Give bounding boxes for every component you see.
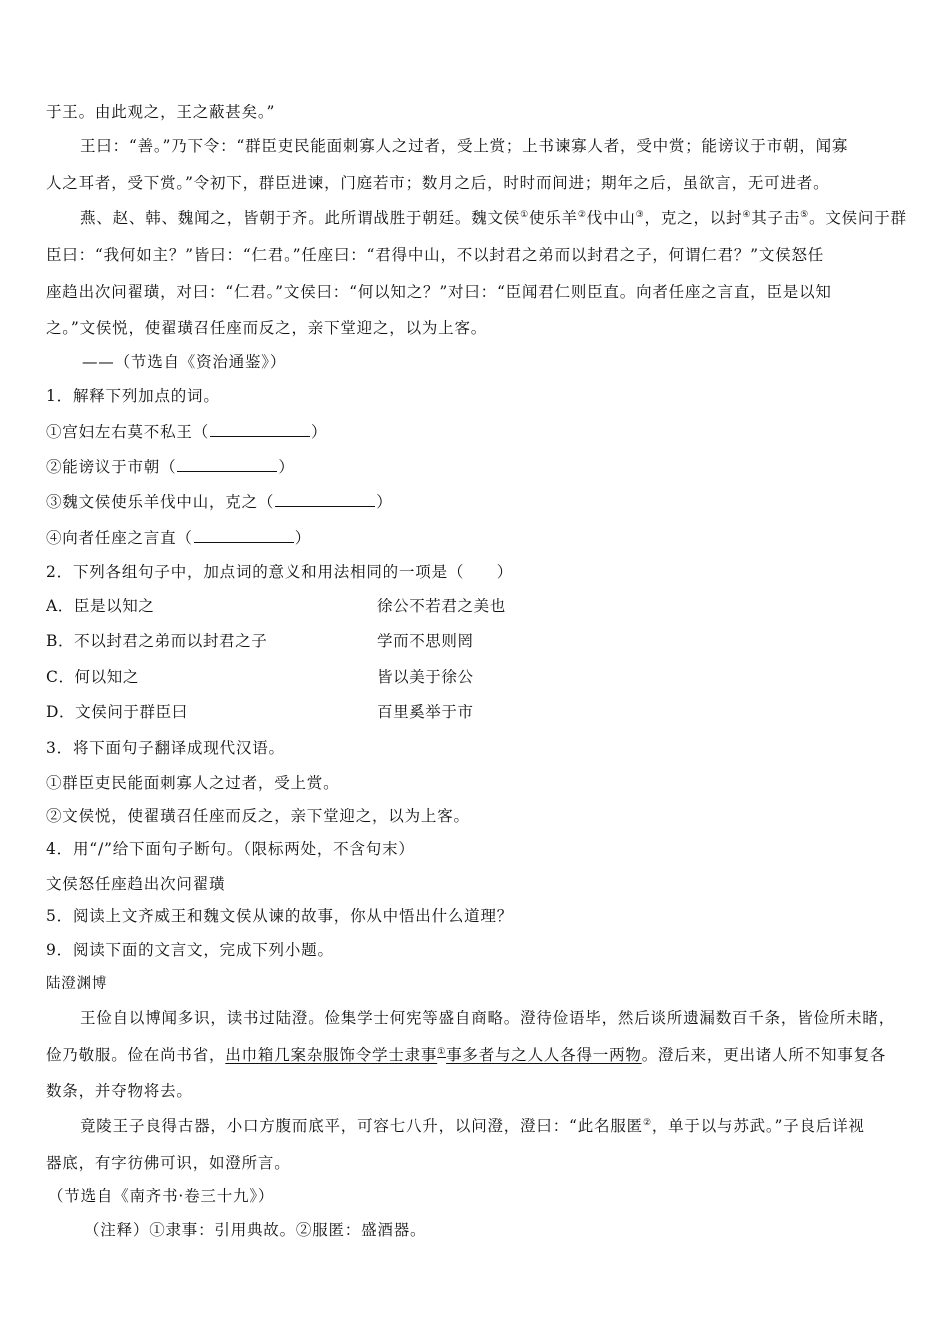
text-run: 使乐羊 xyxy=(528,209,578,227)
item-close: ） xyxy=(311,423,328,441)
note-marker: ② xyxy=(642,1117,652,1128)
passage-line: 于王。由此观之，王之蔽甚矣。” xyxy=(46,103,276,121)
note-marker: ④ xyxy=(742,209,752,220)
passage-line: 之。”文侯悦，使翟璜召任座而反之，亲下堂迎之，以为上客。 xyxy=(46,319,488,337)
answer-blank[interactable] xyxy=(210,420,310,437)
question-1-item xyxy=(46,420,327,442)
answer-blank[interactable] xyxy=(275,490,375,507)
question-5-stem: 5．阅读上文齐威王和魏文侯从谏的故事，你从中悟出什么道理？ xyxy=(46,907,514,925)
answer-blank[interactable] xyxy=(177,455,277,472)
passage-line xyxy=(80,208,907,228)
item-close: ） xyxy=(376,493,393,511)
question-4-stem: 4．用“/”给下面句子断句。（限标两处，不含句末） xyxy=(46,840,415,858)
text-run: 竟陵王子良得古器，小口方腹而底平，可容七八升，以问澄，澄曰：“此名服匿 xyxy=(80,1117,643,1135)
item-close: ） xyxy=(278,458,295,476)
option-d-compare: 百里奚举于市 xyxy=(377,703,474,721)
text-run: 。文侯问于群 xyxy=(809,209,907,227)
passage-notes: （注释）①隶事：引用典故。②服匿：盛酒器。 xyxy=(84,1221,427,1239)
option-c-compare: 皆以美于徐公 xyxy=(377,668,474,686)
passage-line: 王俭自以博闻多识，读书过陆澄。俭集学士何宪等盛自商略。澄待俭语毕，然后谈所遗漏数百千条，皆俭所未睹， xyxy=(80,1009,896,1027)
answer-blank[interactable] xyxy=(194,526,294,543)
question-3-stem: 3．将下面句子翻译成现代汉语。 xyxy=(46,739,285,757)
option-b-compare: 学而不思则罔 xyxy=(377,632,474,650)
note-marker: ② xyxy=(577,209,587,220)
text-run: ，单于以与苏武。”子良后详视 xyxy=(651,1117,865,1135)
question-1-item xyxy=(46,490,393,512)
underlined-sentence: 事多者与之人人各得一两物 xyxy=(446,1046,642,1064)
question-1-item xyxy=(46,455,295,477)
note-marker: ⑤ xyxy=(800,209,810,220)
option-d[interactable]: D．文侯问于群臣曰 xyxy=(46,703,188,721)
underlined-sentence: 出巾箱几案杂服饰令学士隶事 xyxy=(225,1046,438,1064)
passage-line: 座趋出次问翟璜，对曰：“仁君。”文侯曰：“何以知之？”对曰：“臣闻君仁则臣直。向者任座之言直，臣是以知 xyxy=(46,283,832,301)
option-c[interactable]: C．何以知之 xyxy=(46,668,139,686)
passage-line: 数条，并夺物将去。 xyxy=(46,1082,193,1100)
passage-line: 王曰：“善。”乃下令：“群臣吏民能面刺寡人之过者，受上赏；上书谏寡人者，受中赏；能谤议于市朝，闻寡 xyxy=(80,137,849,155)
option-a[interactable]: A．臣是以知之 xyxy=(46,597,155,615)
item-label: ③魏文侯使乐羊伐中山，克之（ xyxy=(46,493,275,511)
question-3-sentence: ②文侯悦，使翟璜召任座而反之，亲下堂迎之，以为上客。 xyxy=(46,807,470,825)
note-marker: ③ xyxy=(635,209,645,220)
option-a-compare: 徐公不若君之美也 xyxy=(377,597,506,615)
passage-line: 臣曰：“我何如主？”皆曰：“仁君。”任座曰：“君得中山，不以封君之弟而以封君之子，何谓仁君？”文侯怒任 xyxy=(46,246,825,264)
text-run: 。澄后来，更出诸人所不知事复各 xyxy=(641,1046,887,1064)
passage-source: （节选自《南齐书·卷三十九》） xyxy=(48,1187,275,1205)
question-1-item xyxy=(46,526,311,548)
item-label: ①宫妇左右莫不私王（ xyxy=(46,423,210,441)
passage-source: ——（节选自《资治通鉴》） xyxy=(82,353,287,371)
question-9-stem: 9．阅读下面的文言文，完成下列小题。 xyxy=(46,941,334,959)
passage-title: 陆澄渊博 xyxy=(46,976,108,992)
note-marker: ① xyxy=(437,1046,447,1057)
passage-line xyxy=(80,1116,865,1136)
passage-line: 人之耳者，受下赏。”令初下，群臣进谏，门庭若市；数月之后，时时而间进；期年之后，虽欲言，无可进者。 xyxy=(46,174,830,192)
text-run: 伐中山 xyxy=(586,209,636,227)
question-2-stem: 2．下列各组句子中，加点词的意义和用法相同的一项是（ ） xyxy=(46,563,514,581)
question-1-stem: 1．解释下列加点的词。 xyxy=(46,387,220,405)
note-marker: ① xyxy=(520,209,529,220)
question-3-sentence: ①群臣吏民能面刺寡人之过者，受上赏。 xyxy=(46,774,340,792)
passage-line xyxy=(46,1045,886,1065)
text-run: 其子击 xyxy=(751,209,801,227)
passage-line: 器底，有字彷佛可识，如澄所言。 xyxy=(46,1154,291,1172)
text-run: 俭乃敬服。俭在尚书省， xyxy=(46,1046,226,1064)
question-4-text: 文侯怒任座趋出次问翟璜 xyxy=(46,875,226,893)
text-run: ，克之，以封 xyxy=(644,209,743,227)
item-close: ） xyxy=(294,529,312,547)
item-label: ④向者任座之言直（ xyxy=(46,529,193,547)
text-run: 燕、赵、韩、魏闻之，皆朝于齐。此所谓战胜于朝廷。魏文侯 xyxy=(80,209,521,227)
item-label: ②能谤议于市朝（ xyxy=(46,458,177,476)
option-b[interactable]: B．不以封君之弟而以封君之子 xyxy=(46,632,268,650)
